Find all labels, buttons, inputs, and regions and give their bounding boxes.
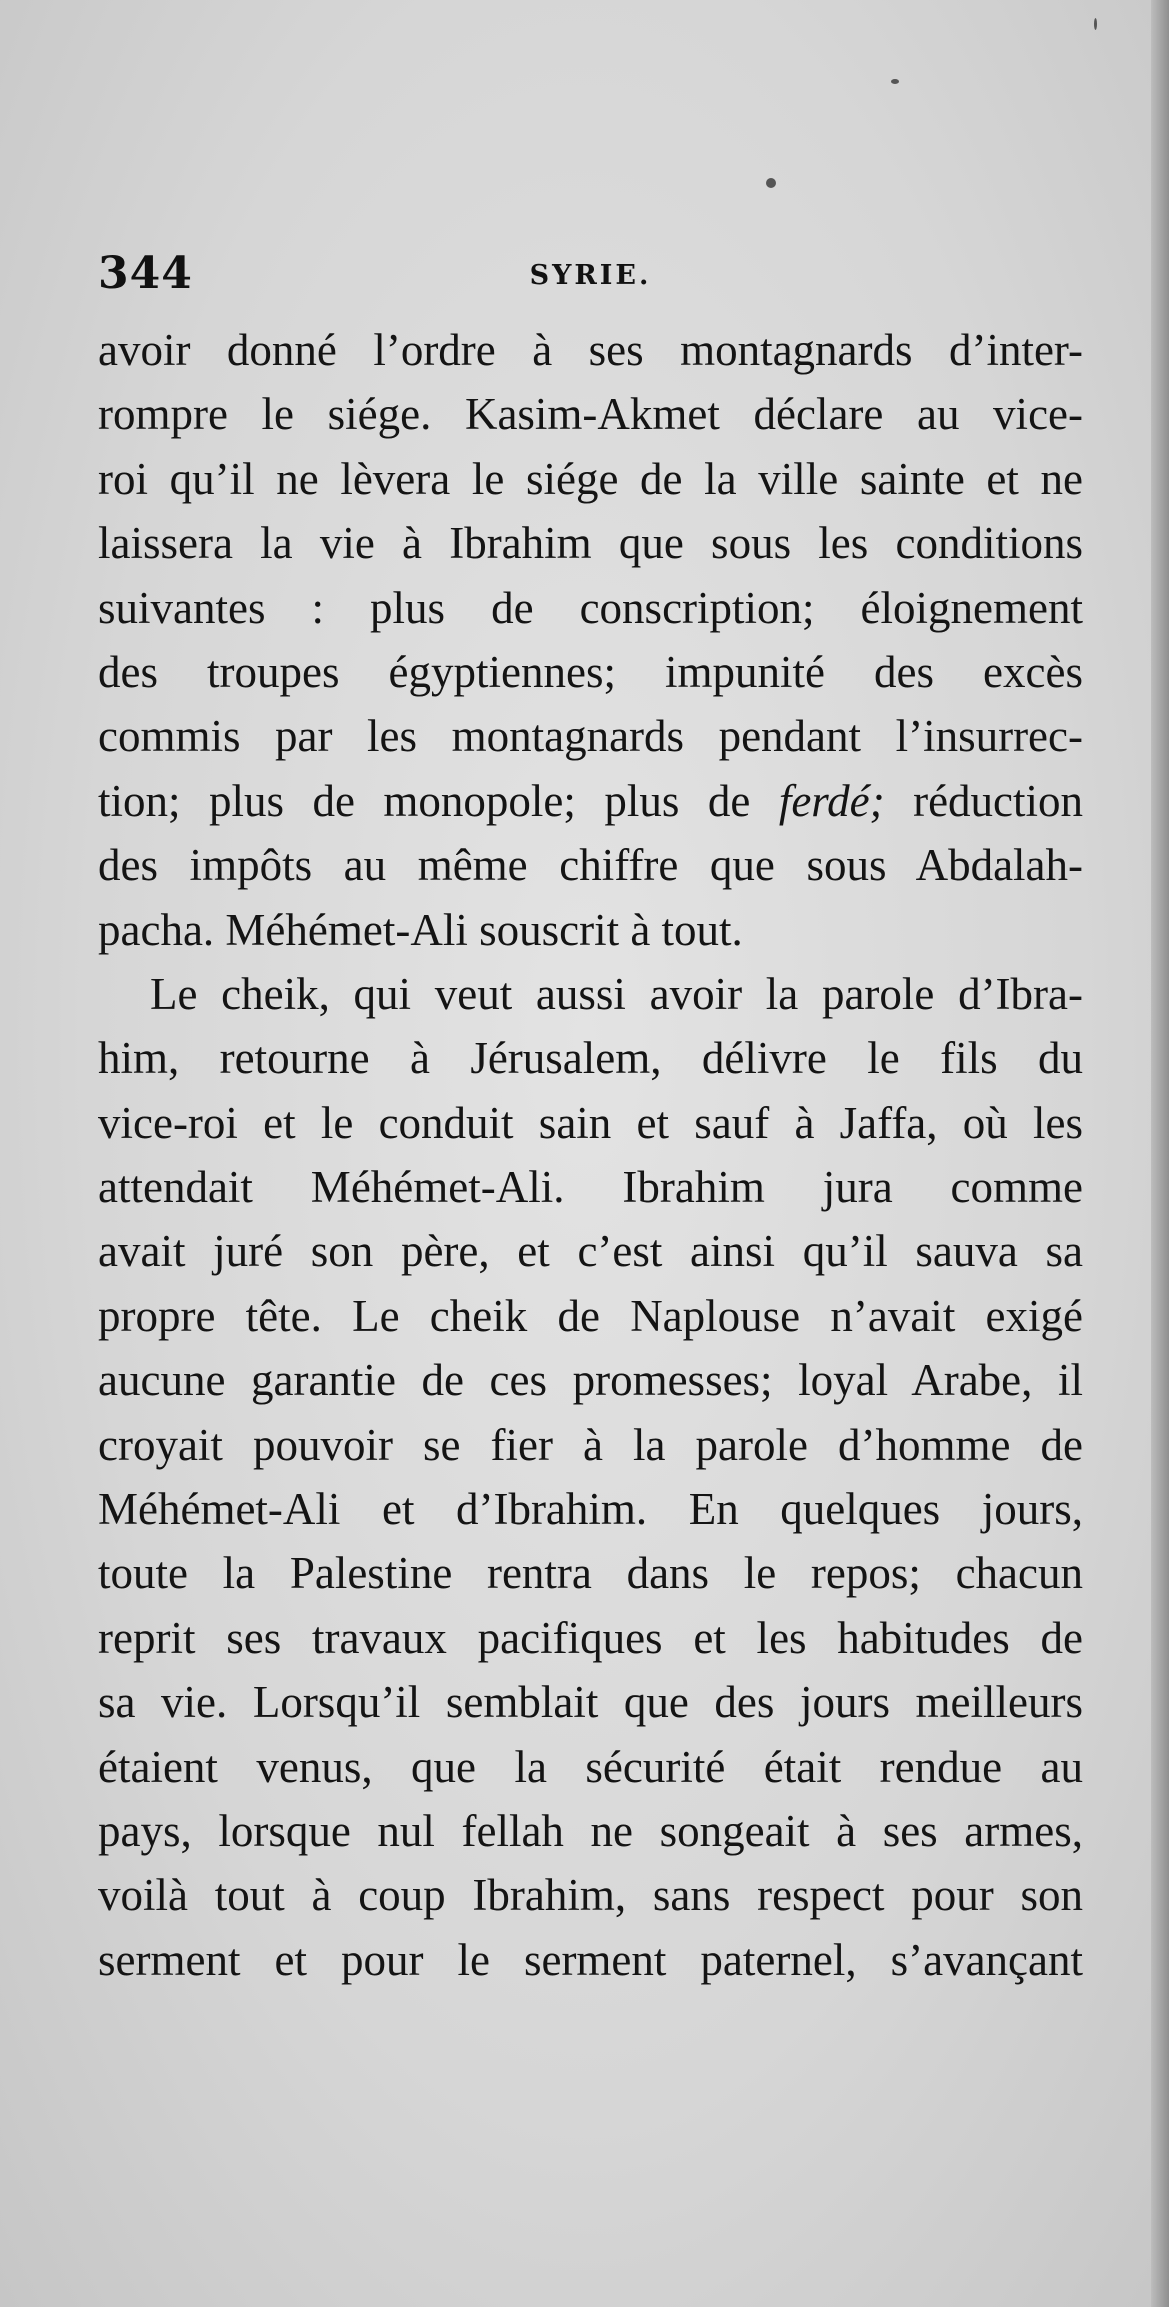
page-edge-shadow [1151,0,1169,2307]
running-head: SYRIE. [529,260,652,291]
text-line: sa vie. Lorsqu’il semblait que des jours meilleurs [98,1677,1083,1728]
ink-speck [1094,18,1097,30]
page-header [98,248,1083,308]
text-line: avait juré son père, et c’est ainsi qu’il sauva sa [98,1226,1083,1277]
text-line: reprit ses travaux pacifiques et les habitudes de [98,1612,1083,1663]
text-line: aucune garantie de ces promesses; loyal Arabe, il [98,1355,1083,1406]
text-segment: tion; plus de monopole; plus de [98,775,751,826]
page-number: 344 [98,248,193,299]
text-line: commis par les montagnards pendant l’insurrec- [98,711,1083,762]
text-line: laissera la vie à Ibrahim que sous les conditions [98,518,1083,569]
text-line-mixed [98,769,1083,833]
body-text [98,318,1083,1992]
text-segment: réduction [884,775,1083,826]
text-line: rompre le siége. Kasim-Akmet déclare au vice- [98,389,1083,440]
text-line: étaient venus, que la sécurité était rendue au [98,1741,1083,1792]
text-line: attendait Méhémet-Ali. Ibrahim jura comme [98,1162,1083,1213]
text-line: suivantes : plus de conscription; éloignement [98,582,1083,633]
text-line: propre tête. Le cheik de Naplouse n’avait exigé [98,1290,1083,1341]
text-line: roi qu’il ne lèvera le siége de la ville sainte et ne [98,453,1083,504]
ink-speck [891,79,899,84]
text-line: pays, lorsque nul fellah ne songeait à ses armes, [98,1805,1083,1856]
text-line-paragraph-end: pacha. Méhémet-Ali souscrit à tout. [98,904,743,955]
text-line: des impôts au même chiffre que sous Abdalah- [98,840,1083,891]
text-line: serment et pour le serment paternel, s’avançant [98,1934,1083,1985]
text-line: voilà tout à coup Ibrahim, sans respect pour son [98,1870,1083,1921]
italic-word: ferdé; [778,775,885,826]
ink-speck [766,178,776,188]
text-line-paragraph-start: Le cheik, qui veut aussi avoir la parole d’Ibra- [150,968,1083,1019]
text-line: croyait pouvoir se fier à la parole d’homme de [98,1419,1083,1470]
text-line: toute la Palestine rentra dans le repos; chacun [98,1548,1083,1599]
text-line: vice-roi et le conduit sain et sauf à Jaffa, où les [98,1097,1083,1148]
text-line: Méhémet-Ali et d’Ibrahim. En quelques jours, [98,1484,1083,1535]
text-line: des troupes égyptiennes; impunité des excès [98,646,1083,697]
text-line: him, retourne à Jérusalem, délivre le fils du [98,1033,1083,1084]
text-line: avoir donné l’ordre à ses montagnards d’inter- [98,325,1083,375]
